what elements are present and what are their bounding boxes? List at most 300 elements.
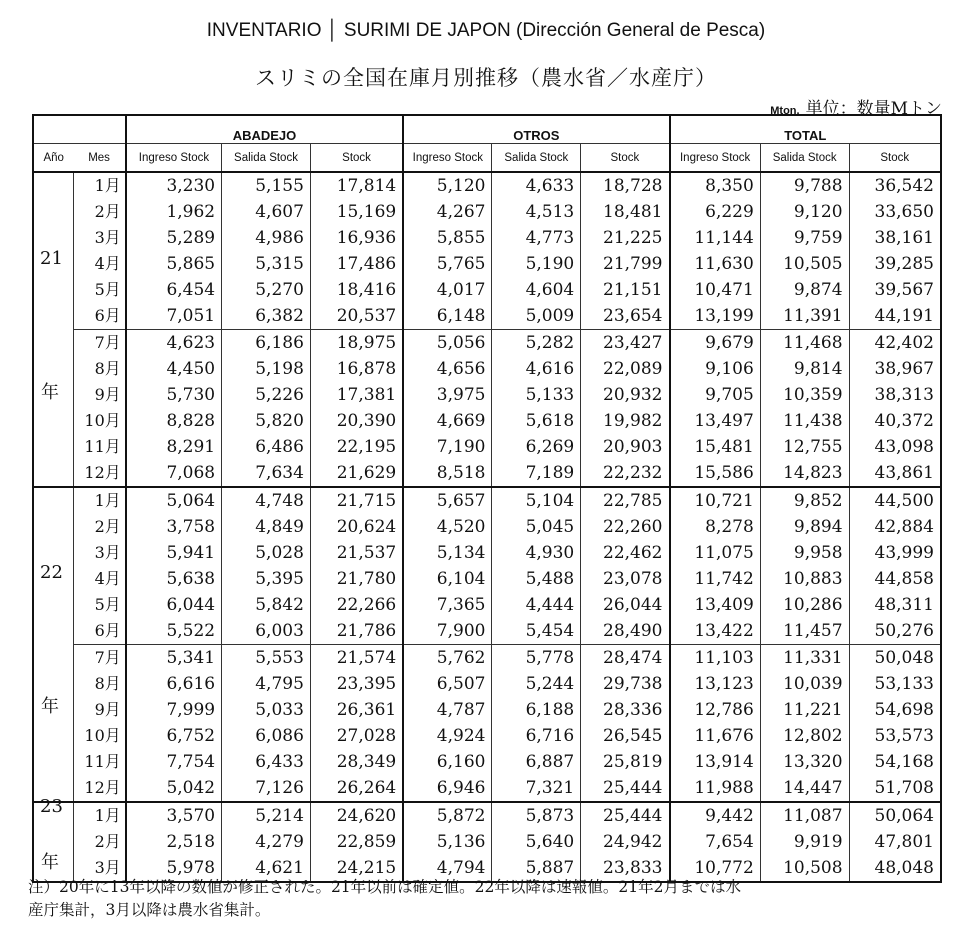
year-cell (33, 514, 73, 540)
group-header-row (33, 115, 941, 144)
cell-mes: 1月 (73, 487, 125, 514)
col-header-abadejo-salida: Salida Stock (222, 144, 311, 173)
cell-mes: 7月 (73, 330, 125, 357)
cell-total-ingreso: 15,481 (670, 434, 761, 460)
cell-abadejo-stock: 24,215 (310, 855, 403, 882)
cell-otros-stock: 28,336 (581, 697, 670, 723)
year-cell (33, 749, 73, 775)
cell-mes: 6月 (73, 303, 125, 330)
year-cell (33, 592, 73, 618)
year-cell (33, 645, 73, 672)
cell-otros-salida: 4,773 (492, 225, 581, 251)
year-label-22-kanji: 年 (41, 696, 59, 717)
cell-otros-stock: 21,799 (581, 251, 670, 277)
cell-otros-ingreso: 6,104 (403, 566, 492, 592)
cell-otros-salida: 6,188 (492, 697, 581, 723)
cell-otros-salida: 5,778 (492, 645, 581, 672)
cell-abadejo-ingreso: 3,230 (126, 172, 222, 199)
year-label-22: 22 (40, 562, 63, 583)
cell-total-salida: 9,120 (760, 199, 849, 225)
cell-otros-ingreso: 7,365 (403, 592, 492, 618)
cell-otros-ingreso: 4,267 (403, 199, 492, 225)
cell-otros-stock: 26,545 (581, 723, 670, 749)
cell-total-salida: 9,919 (760, 829, 849, 855)
inventory-table (32, 114, 942, 883)
col-header-ano: Año (33, 144, 73, 173)
cell-total-salida: 14,823 (760, 460, 849, 487)
cell-otros-stock: 25,444 (581, 802, 670, 829)
year-cell (33, 487, 73, 514)
col-header-abadejo-ingreso: Ingreso Stock (126, 144, 222, 173)
cell-total-ingreso: 10,721 (670, 487, 761, 514)
cell-mes: 2月 (73, 829, 125, 855)
cell-total-stock: 43,098 (849, 434, 941, 460)
cell-abadejo-salida: 5,820 (222, 408, 311, 434)
cell-abadejo-ingreso: 6,616 (126, 671, 222, 697)
cell-abadejo-stock: 20,390 (310, 408, 403, 434)
cell-total-ingreso: 11,103 (670, 645, 761, 672)
cell-otros-ingreso: 5,657 (403, 487, 492, 514)
cell-total-ingreso: 11,075 (670, 540, 761, 566)
cell-abadejo-stock: 17,814 (310, 172, 403, 199)
cell-otros-salida: 5,009 (492, 303, 581, 330)
cell-total-stock: 50,276 (849, 618, 941, 645)
cell-otros-ingreso: 6,507 (403, 671, 492, 697)
year-label-21: 21 (40, 248, 63, 269)
cell-abadejo-stock: 21,715 (310, 487, 403, 514)
cell-otros-salida: 5,244 (492, 671, 581, 697)
cell-otros-ingreso: 5,120 (403, 172, 492, 199)
cell-total-stock: 44,191 (849, 303, 941, 330)
cell-abadejo-ingreso: 5,042 (126, 775, 222, 802)
cell-abadejo-ingreso: 7,754 (126, 749, 222, 775)
cell-mes: 8月 (73, 671, 125, 697)
table-row (33, 645, 941, 672)
cell-total-ingreso: 8,350 (670, 172, 761, 199)
cell-otros-stock: 22,785 (581, 487, 670, 514)
cell-otros-stock: 25,819 (581, 749, 670, 775)
cell-abadejo-salida: 5,315 (222, 251, 311, 277)
cell-otros-stock: 29,738 (581, 671, 670, 697)
cell-total-salida: 9,759 (760, 225, 849, 251)
cell-abadejo-stock: 20,624 (310, 514, 403, 540)
cell-mes: 9月 (73, 382, 125, 408)
cell-total-salida: 11,391 (760, 303, 849, 330)
cell-mes: 11月 (73, 749, 125, 775)
footnote-line-2: 産庁集計，3月以降は農水省集計。 (28, 901, 271, 919)
cell-total-salida: 9,958 (760, 540, 849, 566)
cell-otros-stock: 23,654 (581, 303, 670, 330)
cell-mes: 10月 (73, 723, 125, 749)
cell-otros-salida: 5,488 (492, 566, 581, 592)
cell-otros-stock: 22,089 (581, 356, 670, 382)
cell-total-ingreso: 13,914 (670, 749, 761, 775)
cell-total-salida: 9,874 (760, 277, 849, 303)
cell-abadejo-stock: 26,361 (310, 697, 403, 723)
table-row (33, 697, 941, 723)
col-header-total-salida: Salida Stock (760, 144, 849, 173)
year-label-23: 23 (40, 796, 63, 817)
cell-otros-ingreso: 4,520 (403, 514, 492, 540)
cell-total-salida: 11,087 (760, 802, 849, 829)
cell-abadejo-ingreso: 7,051 (126, 303, 222, 330)
cell-otros-stock: 18,728 (581, 172, 670, 199)
cell-total-salida: 10,883 (760, 566, 849, 592)
cell-total-ingreso: 11,630 (670, 251, 761, 277)
cell-abadejo-ingreso: 5,730 (126, 382, 222, 408)
cell-abadejo-salida: 7,126 (222, 775, 311, 802)
cell-mes: 1月 (73, 802, 125, 829)
cell-otros-salida: 6,716 (492, 723, 581, 749)
table-row (33, 802, 941, 829)
cell-abadejo-salida: 6,003 (222, 618, 311, 645)
cell-mes: 7月 (73, 645, 125, 672)
cell-otros-stock: 20,903 (581, 434, 670, 460)
cell-total-ingreso: 9,679 (670, 330, 761, 357)
cell-total-stock: 38,313 (849, 382, 941, 408)
cell-total-stock: 33,650 (849, 199, 941, 225)
cell-abadejo-salida: 5,226 (222, 382, 311, 408)
cell-total-salida: 11,468 (760, 330, 849, 357)
cell-total-ingreso: 7,654 (670, 829, 761, 855)
table-subtitle: スリミの全国在庫月別推移（農水省／水産庁） (255, 66, 717, 90)
cell-mes: 2月 (73, 514, 125, 540)
year-cell (33, 618, 73, 645)
col-header-abadejo-stock: Stock (310, 144, 403, 173)
cell-otros-ingreso: 8,518 (403, 460, 492, 487)
cell-total-salida: 11,457 (760, 618, 849, 645)
cell-otros-ingreso: 4,794 (403, 855, 492, 882)
table-row (33, 514, 941, 540)
cell-total-salida: 11,331 (760, 645, 849, 672)
cell-abadejo-ingreso: 6,454 (126, 277, 222, 303)
cell-total-ingreso: 11,742 (670, 566, 761, 592)
cell-otros-salida: 4,513 (492, 199, 581, 225)
cell-total-salida: 12,755 (760, 434, 849, 460)
cell-total-salida: 9,852 (760, 487, 849, 514)
cell-abadejo-ingreso: 4,623 (126, 330, 222, 357)
cell-mes: 11月 (73, 434, 125, 460)
cell-otros-ingreso: 4,787 (403, 697, 492, 723)
cell-otros-stock: 19,982 (581, 408, 670, 434)
cell-mes: 3月 (73, 855, 125, 882)
cell-total-stock: 54,698 (849, 697, 941, 723)
cell-abadejo-stock: 22,195 (310, 434, 403, 460)
cell-total-salida: 10,286 (760, 592, 849, 618)
cell-otros-salida: 4,604 (492, 277, 581, 303)
cell-otros-stock: 23,833 (581, 855, 670, 882)
year-cell (33, 303, 73, 330)
table-row (33, 829, 941, 855)
cell-total-stock: 51,708 (849, 775, 941, 802)
year-cell (33, 434, 73, 460)
cell-otros-ingreso: 7,190 (403, 434, 492, 460)
cell-abadejo-salida: 5,033 (222, 697, 311, 723)
cell-total-stock: 53,573 (849, 723, 941, 749)
cell-otros-stock: 23,427 (581, 330, 670, 357)
cell-abadejo-stock: 17,486 (310, 251, 403, 277)
cell-abadejo-ingreso: 7,068 (126, 460, 222, 487)
cell-abadejo-stock: 24,620 (310, 802, 403, 829)
cell-abadejo-ingreso: 5,522 (126, 618, 222, 645)
cell-abadejo-ingreso: 4,450 (126, 356, 222, 382)
cell-abadejo-ingreso: 5,064 (126, 487, 222, 514)
cell-total-salida: 9,894 (760, 514, 849, 540)
cell-abadejo-stock: 17,381 (310, 382, 403, 408)
cell-otros-ingreso: 7,900 (403, 618, 492, 645)
table-row (33, 566, 941, 592)
cell-otros-stock: 25,444 (581, 775, 670, 802)
cell-mes: 1月 (73, 172, 125, 199)
cell-total-ingreso: 13,497 (670, 408, 761, 434)
cell-abadejo-ingreso: 5,289 (126, 225, 222, 251)
cell-mes: 2月 (73, 199, 125, 225)
year-cell (33, 460, 73, 487)
col-header-mes: Mes (73, 144, 125, 173)
cell-otros-salida: 5,104 (492, 487, 581, 514)
cell-mes: 4月 (73, 251, 125, 277)
cell-otros-ingreso: 5,056 (403, 330, 492, 357)
cell-otros-stock: 22,260 (581, 514, 670, 540)
cell-total-ingreso: 9,442 (670, 802, 761, 829)
cell-abadejo-stock: 15,169 (310, 199, 403, 225)
cell-otros-stock: 22,462 (581, 540, 670, 566)
table-row (33, 330, 941, 357)
cell-otros-salida: 7,189 (492, 460, 581, 487)
group-header-otros: OTROS (403, 115, 669, 144)
cell-abadejo-stock: 22,266 (310, 592, 403, 618)
cell-abadejo-stock: 22,859 (310, 829, 403, 855)
cell-abadejo-ingreso: 5,638 (126, 566, 222, 592)
table-row (33, 460, 941, 487)
cell-otros-salida: 5,873 (492, 802, 581, 829)
cell-otros-ingreso: 4,656 (403, 356, 492, 382)
cell-abadejo-salida: 4,849 (222, 514, 311, 540)
cell-otros-stock: 24,942 (581, 829, 670, 855)
cell-abadejo-salida: 6,382 (222, 303, 311, 330)
cell-abadejo-ingreso: 7,999 (126, 697, 222, 723)
cell-abadejo-ingreso: 5,941 (126, 540, 222, 566)
cell-otros-salida: 5,045 (492, 514, 581, 540)
cell-otros-salida: 5,190 (492, 251, 581, 277)
cell-otros-salida: 4,616 (492, 356, 581, 382)
table-row (33, 225, 941, 251)
year-cell (33, 199, 73, 225)
cell-abadejo-salida: 7,634 (222, 460, 311, 487)
cell-mes: 3月 (73, 540, 125, 566)
cell-abadejo-stock: 21,786 (310, 618, 403, 645)
cell-abadejo-ingreso: 1,962 (126, 199, 222, 225)
cell-abadejo-salida: 6,433 (222, 749, 311, 775)
col-header-otros-ingreso: Ingreso Stock (403, 144, 492, 173)
cell-abadejo-salida: 4,607 (222, 199, 311, 225)
cell-total-ingreso: 12,786 (670, 697, 761, 723)
cell-otros-ingreso: 5,855 (403, 225, 492, 251)
cell-total-stock: 43,999 (849, 540, 941, 566)
cell-abadejo-stock: 21,629 (310, 460, 403, 487)
cell-otros-salida: 5,454 (492, 618, 581, 645)
unit-text: 単位：数量Mトン (805, 99, 942, 119)
cell-total-ingreso: 9,705 (670, 382, 761, 408)
year-cell (33, 277, 73, 303)
cell-abadejo-salida: 5,214 (222, 802, 311, 829)
cell-total-ingreso: 11,676 (670, 723, 761, 749)
cell-otros-salida: 7,321 (492, 775, 581, 802)
cell-abadejo-salida: 5,553 (222, 645, 311, 672)
cell-abadejo-stock: 18,975 (310, 330, 403, 357)
table-row (33, 723, 941, 749)
cell-abadejo-salida: 4,279 (222, 829, 311, 855)
cell-total-stock: 48,311 (849, 592, 941, 618)
col-header-otros-stock: Stock (581, 144, 670, 173)
cell-otros-stock: 26,044 (581, 592, 670, 618)
cell-otros-ingreso: 4,924 (403, 723, 492, 749)
cell-otros-ingreso: 5,136 (403, 829, 492, 855)
cell-abadejo-salida: 6,186 (222, 330, 311, 357)
cell-total-salida: 10,039 (760, 671, 849, 697)
cell-total-stock: 50,064 (849, 802, 941, 829)
cell-total-stock: 42,884 (849, 514, 941, 540)
cell-total-salida: 9,788 (760, 172, 849, 199)
cell-abadejo-ingreso: 8,828 (126, 408, 222, 434)
cell-otros-salida: 4,444 (492, 592, 581, 618)
cell-otros-stock: 20,932 (581, 382, 670, 408)
cell-total-ingreso: 13,123 (670, 671, 761, 697)
cell-total-ingreso: 13,409 (670, 592, 761, 618)
table-row (33, 671, 941, 697)
cell-total-ingreso: 15,586 (670, 460, 761, 487)
cell-otros-ingreso: 4,669 (403, 408, 492, 434)
cell-total-ingreso: 10,772 (670, 855, 761, 882)
cell-total-salida: 10,359 (760, 382, 849, 408)
cell-abadejo-stock: 21,537 (310, 540, 403, 566)
cell-mes: 3月 (73, 225, 125, 251)
cell-total-salida: 11,221 (760, 697, 849, 723)
cell-otros-salida: 6,269 (492, 434, 581, 460)
cell-total-salida: 10,508 (760, 855, 849, 882)
cell-total-ingreso: 13,422 (670, 618, 761, 645)
cell-mes: 9月 (73, 697, 125, 723)
cell-abadejo-salida: 5,395 (222, 566, 311, 592)
table-row (33, 199, 941, 225)
cell-abadejo-ingreso: 5,865 (126, 251, 222, 277)
cell-abadejo-salida: 6,486 (222, 434, 311, 460)
cell-total-stock: 43,861 (849, 460, 941, 487)
cell-abadejo-ingreso: 2,518 (126, 829, 222, 855)
group-header-total: TOTAL (670, 115, 942, 144)
cell-total-stock: 48,048 (849, 855, 941, 882)
cell-total-salida: 12,802 (760, 723, 849, 749)
cell-total-salida: 13,320 (760, 749, 849, 775)
cell-total-ingreso: 6,229 (670, 199, 761, 225)
cell-otros-stock: 28,490 (581, 618, 670, 645)
cell-abadejo-ingreso: 5,978 (126, 855, 222, 882)
cell-abadejo-stock: 23,395 (310, 671, 403, 697)
cell-abadejo-stock: 21,780 (310, 566, 403, 592)
cell-otros-stock: 28,474 (581, 645, 670, 672)
year-cell (33, 723, 73, 749)
cell-abadejo-stock: 21,574 (310, 645, 403, 672)
cell-otros-salida: 4,633 (492, 172, 581, 199)
cell-abadejo-stock: 20,537 (310, 303, 403, 330)
cell-abadejo-ingreso: 8,291 (126, 434, 222, 460)
cell-otros-stock: 18,481 (581, 199, 670, 225)
cell-otros-salida: 5,618 (492, 408, 581, 434)
cell-abadejo-salida: 4,621 (222, 855, 311, 882)
cell-total-ingreso: 11,988 (670, 775, 761, 802)
cell-total-stock: 36,542 (849, 172, 941, 199)
cell-otros-ingreso: 5,872 (403, 802, 492, 829)
cell-total-ingreso: 10,471 (670, 277, 761, 303)
cell-abadejo-salida: 6,086 (222, 723, 311, 749)
cell-total-stock: 53,133 (849, 671, 941, 697)
table-row (33, 487, 941, 514)
cell-total-stock: 38,161 (849, 225, 941, 251)
cell-mes: 6月 (73, 618, 125, 645)
cell-otros-salida: 5,640 (492, 829, 581, 855)
cell-abadejo-salida: 5,270 (222, 277, 311, 303)
cell-total-salida: 11,438 (760, 408, 849, 434)
cell-total-ingreso: 13,199 (670, 303, 761, 330)
column-header-row (33, 144, 941, 173)
cell-total-stock: 38,967 (849, 356, 941, 382)
cell-otros-salida: 5,282 (492, 330, 581, 357)
cell-mes: 12月 (73, 775, 125, 802)
cell-otros-ingreso: 5,765 (403, 251, 492, 277)
year-cell (33, 408, 73, 434)
cell-abadejo-stock: 26,264 (310, 775, 403, 802)
cell-abadejo-ingreso: 3,758 (126, 514, 222, 540)
cell-abadejo-salida: 5,198 (222, 356, 311, 382)
cell-mes: 12月 (73, 460, 125, 487)
cell-total-stock: 44,858 (849, 566, 941, 592)
table-row (33, 251, 941, 277)
cell-abadejo-stock: 18,416 (310, 277, 403, 303)
table-row (33, 540, 941, 566)
col-header-total-stock: Stock (849, 144, 941, 173)
col-header-otros-salida: Salida Stock (492, 144, 581, 173)
cell-otros-ingreso: 6,148 (403, 303, 492, 330)
cell-otros-ingreso: 4,017 (403, 277, 492, 303)
cell-total-stock: 54,168 (849, 749, 941, 775)
cell-total-stock: 44,500 (849, 487, 941, 514)
table-row (33, 356, 941, 382)
year-label-21-kanji: 年 (41, 382, 59, 403)
cell-abadejo-salida: 4,795 (222, 671, 311, 697)
table-row (33, 775, 941, 802)
cell-total-stock: 39,285 (849, 251, 941, 277)
cell-otros-ingreso: 6,946 (403, 775, 492, 802)
cell-total-stock: 40,372 (849, 408, 941, 434)
cell-abadejo-stock: 28,349 (310, 749, 403, 775)
table-row (33, 408, 941, 434)
table-row (33, 172, 941, 199)
cell-abadejo-ingreso: 3,570 (126, 802, 222, 829)
cell-otros-ingreso: 3,975 (403, 382, 492, 408)
cell-otros-stock: 22,232 (581, 460, 670, 487)
table-row (33, 434, 941, 460)
cell-abadejo-stock: 16,878 (310, 356, 403, 382)
group-header-abadejo: ABADEJO (126, 115, 403, 144)
cell-total-stock: 39,567 (849, 277, 941, 303)
footnote (28, 876, 948, 922)
cell-total-ingreso: 11,144 (670, 225, 761, 251)
cell-abadejo-salida: 4,986 (222, 225, 311, 251)
table-row (33, 303, 941, 330)
table-row (33, 592, 941, 618)
cell-total-salida: 9,814 (760, 356, 849, 382)
year-cell (33, 330, 73, 357)
